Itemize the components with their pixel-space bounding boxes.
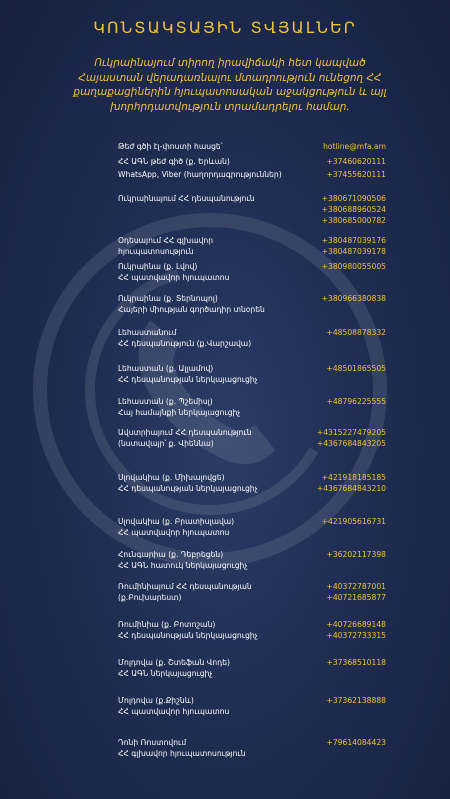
contact-value — [290, 619, 386, 641]
contact-value — [290, 427, 386, 449]
contact-label — [118, 396, 288, 418]
phone-number[interactable]: +79614084423 — [326, 738, 386, 747]
phone-number[interactable]: +380966380838 — [321, 294, 386, 303]
contact-label-line: Ուկրաինայում ՀՀ դեսպանություն — [118, 194, 255, 203]
phone-number[interactable]: +380487039176 — [321, 236, 386, 245]
contact-label — [118, 169, 288, 180]
contact-label-line: Ռումինիայում ՀՀ դեսպանության — [118, 582, 252, 591]
contact-label-line: ՀՀ ԱԳՆ ներկայացուցիչ — [118, 669, 213, 678]
phone-number[interactable]: +37460620111 — [326, 157, 386, 166]
contact-label — [118, 156, 288, 167]
contact-label — [118, 293, 288, 315]
phone-number[interactable]: +48501865505 — [326, 364, 386, 373]
contact-value — [290, 657, 386, 668]
intro-text: Ուկրաինայում տիրող իրավիճակի հետ կապված Հայաստան վերադառնալու մտադրություն ունեցող ՀՀ քաղաքացիներին հյուպատոսական աջակցություն և այլ խորհրդատվություն տրամադրելու համար. — [73, 57, 387, 113]
contact-label — [118, 427, 288, 449]
contact-label-line: (ք.Բուխարեստ) — [118, 593, 182, 602]
contact-label-line: ՀՀ պատվավոր հյուպատոս — [118, 528, 230, 537]
contact-label — [118, 261, 288, 283]
contact-label-line: Լեհաստան (ք. Պշեմիսլ) — [118, 397, 213, 406]
phone-number[interactable]: +380487039178 — [321, 247, 386, 256]
contact-label-line: ՀՀ դեսպանության ներկայացուցիչ — [118, 484, 258, 493]
contact-label — [118, 619, 288, 641]
contact-label-line: ՀՀ գլխավոր հյուպատոսություն — [118, 749, 246, 758]
phone-number[interactable]: +40372733315 — [326, 631, 386, 640]
contact-label-line: Դոնի Ռոստովում — [118, 738, 187, 747]
contact-label-line: WhatsApp, Viber (հաղորդագրություններ) — [118, 170, 282, 179]
contact-label-line: ՀՀ ԱԳՆ թեժ գիծ (ք. Երևան) — [118, 157, 230, 166]
phone-number[interactable]: +40372787001 — [326, 582, 386, 591]
contact-label-line: Ուկրաինա (ք. Տերնոպոլ) — [118, 294, 218, 303]
phone-number[interactable]: +37455620111 — [326, 170, 386, 179]
phone-number[interactable]: +40721685877 — [326, 593, 386, 602]
contact-label-line: Օդեսայում ՀՀ գլխավոր հյուպատոսություն — [118, 236, 214, 256]
contact-label-line: Ուկրաինա (ք. Լվով) — [118, 262, 198, 271]
contact-value — [290, 193, 386, 226]
contact-value — [290, 293, 386, 304]
phone-number[interactable]: +48508878332 — [326, 328, 386, 337]
contact-label-line: Լեհաստան (ք. Ալլամով) — [118, 364, 214, 373]
contact-value — [290, 737, 386, 748]
phone-number[interactable]: +380980055005 — [321, 262, 386, 271]
contact-value — [290, 695, 386, 706]
contact-label-line: ՀՀ պատվավոր հյուպատոս — [118, 707, 230, 716]
contact-label-line: Թեժ գծի էլ-փոստի հասցե՝ — [118, 142, 223, 151]
contact-label-line: ՀՀ պատվավոր հյուպատոս — [118, 273, 230, 282]
contact-value — [290, 261, 386, 272]
contact-label — [118, 327, 288, 349]
contact-label — [118, 235, 288, 257]
email-link[interactable]: hotline@mfa.am — [323, 142, 386, 151]
phone-number[interactable]: +4315227479205 — [316, 428, 386, 437]
contact-label-line: Ավստրիայում ՀՀ դեսպանություն — [118, 428, 252, 437]
phone-number[interactable]: +4367684843210 — [316, 484, 386, 493]
contact-value — [290, 396, 386, 407]
phone-number[interactable]: +380671090506 — [321, 194, 386, 203]
contact-label-line: Մոլդովա (ք.Քիշնև) — [118, 696, 194, 705]
phone-number[interactable]: +421905616731 — [321, 517, 386, 526]
contact-value — [290, 235, 386, 257]
phone-number[interactable]: +37362138888 — [326, 696, 386, 705]
contact-value — [290, 141, 386, 152]
contact-label-line: Սլովակիա (ք. Միխալովցե) — [118, 473, 225, 482]
contact-value — [290, 156, 386, 167]
contact-label-line: Լեհաստանում — [118, 328, 177, 337]
phone-number[interactable]: +37368510118 — [326, 658, 386, 667]
contact-label — [118, 581, 288, 603]
contact-value — [290, 363, 386, 374]
phone-number[interactable]: +380688960524 — [321, 205, 386, 214]
contact-label-line: Ռումինիա (ք. Բոտոշան) — [118, 620, 216, 629]
contact-value — [290, 327, 386, 338]
contact-label — [118, 363, 288, 385]
phone-number[interactable]: +4367684843205 — [316, 439, 386, 448]
phone-number[interactable]: +421918185185 — [321, 473, 386, 482]
contact-label — [118, 472, 288, 494]
contact-value — [290, 472, 386, 494]
phone-number[interactable]: +48796225555 — [326, 397, 386, 406]
contact-label — [118, 141, 288, 152]
contact-label-line: Հայ համայնքի ներկայացուցիչ — [118, 408, 241, 417]
page-title: ԿՈՆՏԱԿՏԱՅԻՆ ՏՎՅԱԼՆԵՐ — [93, 18, 357, 37]
contact-label — [118, 193, 288, 204]
contact-label — [118, 657, 288, 679]
phone-number[interactable]: +36202117398 — [326, 550, 386, 559]
contact-label-line: ՀՀ ԱԳՆ հատուկ ներկայացուցիչ — [118, 561, 248, 570]
contact-label-line: (նստավայր՝ ք. Վիեննա) — [118, 439, 214, 448]
phone-number[interactable]: +380685000782 — [321, 216, 386, 225]
contact-label-line: Հայերի միության գործադիր տնօրեն — [118, 305, 265, 314]
phone-number[interactable]: +40726689148 — [326, 620, 386, 629]
contact-label-line: Սլովակիա (ք. Բրատիսլավա) — [118, 517, 235, 526]
contact-value — [290, 581, 386, 603]
contact-label — [118, 549, 288, 571]
contact-label — [118, 737, 288, 759]
contact-label-line: ՀՀ դեսպանության ներկայացուցիչ — [118, 375, 258, 384]
contact-label-line: Մոլդովա (ք. Շտեֆան Վոդե) — [118, 658, 231, 667]
contact-value — [290, 549, 386, 560]
contact-label — [118, 516, 288, 538]
contact-value — [290, 169, 386, 180]
contact-value — [290, 516, 386, 527]
contact-label-line: Հունգարիա (ք. Դեբրեցեն) — [118, 550, 224, 559]
contact-label — [118, 695, 288, 717]
contact-label-line: ՀՀ դեսպանություն (ք.Վարշավա) — [118, 339, 252, 348]
contact-label-line: ՀՀ դեսպանության ներկայացուցիչ — [118, 631, 258, 640]
